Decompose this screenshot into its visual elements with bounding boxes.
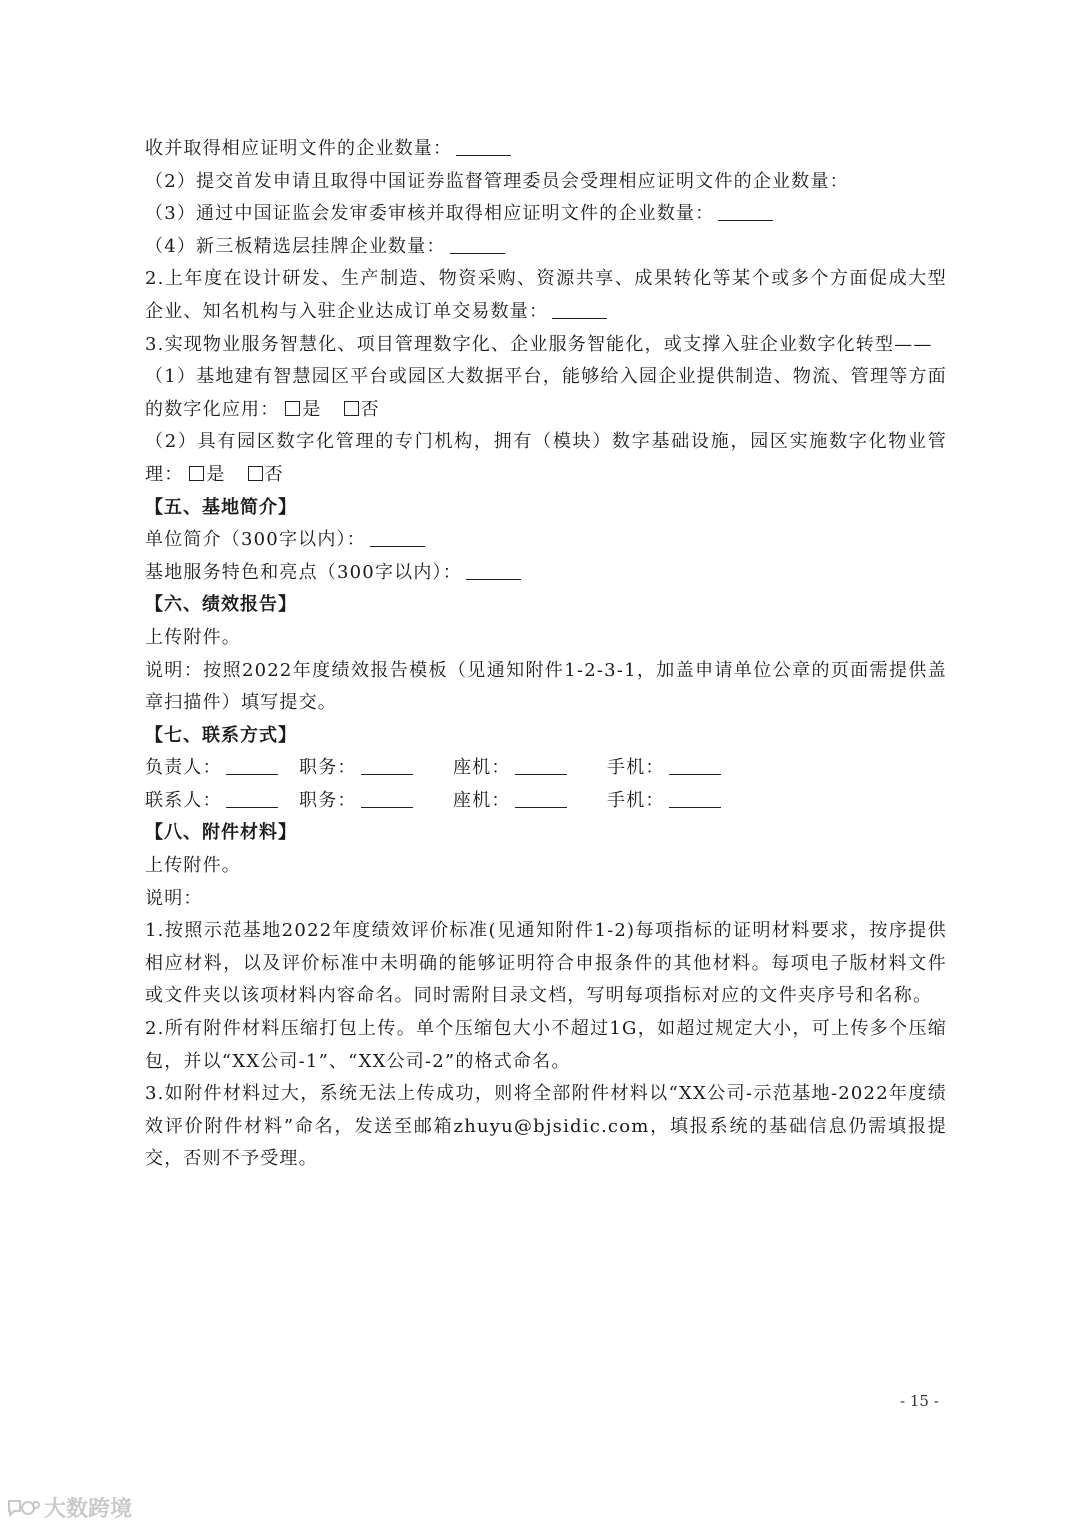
fill-blank (361, 756, 413, 775)
text: 2.上年度在设计研发、生产制造、物资采购、资源共享、成果转化等某个或多个方面促成大型企业、知名机构与入驻企业达成订单交易数量： (145, 268, 947, 322)
text: 基地服务特色和亮点（300字以内）： (145, 561, 462, 583)
watermark (6, 1492, 132, 1523)
text-line (145, 133, 947, 166)
yes-label: 是 (302, 398, 322, 420)
fill-blank (669, 756, 721, 775)
checkbox-icon (248, 466, 263, 481)
contact-row (145, 752, 947, 785)
yes-label: 是 (206, 463, 226, 485)
paragraph (145, 329, 947, 362)
contact-cell (607, 785, 761, 818)
fill-blank (370, 528, 425, 547)
label: 负责人： (145, 757, 222, 779)
fill-blank (552, 300, 607, 319)
text: 收并取得相应证明文件的企业数量： (145, 138, 453, 159)
text-line (145, 231, 947, 264)
text: （2）提交首发申请且取得中国证券监督管理委员会受理相应证明文件的企业数量： (145, 170, 849, 192)
section-heading: 【六、绩效报告】 (145, 594, 297, 616)
document-body (145, 133, 947, 1176)
checkbox-icon (344, 401, 359, 416)
text-line (145, 524, 947, 557)
paragraph: 说明：按照2022年度绩效报告模板（见通知附件1-2-3-1，加盖申请单位公章的页面需提供盖章扫描件）填写提交。 (145, 659, 947, 714)
fill-blank (226, 789, 278, 808)
text: （2）具有园区数字化管理的专门机构，拥有（模块）数字基础设施，园区实施数字化物业管理： (145, 431, 947, 485)
text: （3）通过中国证监会发审委审核并取得相应证明文件的企业数量： (145, 203, 715, 225)
paragraph: 2.所有附件材料压缩打包上传。单个压缩包大小不超过1G，如超过规定大小，可上传多个压缩包，并以“XX公司-1”、“XX公司-2”的格式命名。 (145, 1018, 947, 1072)
no-label: 否 (360, 398, 380, 420)
fill-blank (361, 789, 413, 808)
contact-cell (299, 752, 453, 785)
checkbox-icon (285, 401, 300, 416)
label: 座机： (453, 789, 511, 811)
checkbox-icon (189, 466, 204, 481)
contact-cell (299, 785, 453, 818)
contact-cell (145, 752, 299, 785)
fill-blank (450, 235, 505, 254)
contact-cell (607, 752, 761, 785)
text-line: 上传附件。 (145, 855, 241, 877)
text-line (145, 557, 947, 590)
fill-blank (515, 756, 567, 775)
section-heading: 【七、联系方式】 (145, 724, 297, 746)
label: 手机： (607, 789, 665, 811)
paragraph (145, 361, 947, 426)
fill-blank (515, 789, 567, 808)
text: （1）基地建有智慧园区平台或园区大数据平台，能够给入园企业提供制造、物流、管理等方面的数字化应用： (145, 366, 947, 420)
fill-blank (226, 756, 278, 775)
paragraph (145, 426, 947, 491)
contact-cell (453, 752, 607, 785)
label: 手机： (607, 757, 665, 779)
text-line (145, 198, 947, 231)
fill-blank (718, 202, 773, 221)
contact-cell (453, 785, 607, 818)
label: 座机： (453, 757, 511, 779)
section-heading: 【五、基地简介】 (145, 496, 297, 518)
fill-blank (456, 137, 511, 156)
section-heading: 【八、附件材料】 (145, 822, 297, 844)
watermark-logo-icon (6, 1497, 40, 1519)
paragraph: 1.按照示范基地2022年度绩效评价标准(见通知附件1-2)每项指标的证明材料要求，按序提供相应材料，以及评价标准中未明确的能够证明符合申报条件的其他材料。每项电子版材料文件或文件夹以该项材料内容命名。同时需附目录文档，写明每项指标对应的文件夹序号和名称。 (145, 920, 947, 1007)
page-number: - 15 - (900, 1392, 939, 1410)
contact-row (145, 785, 947, 818)
text: 单位简介（300字以内）： (145, 529, 366, 551)
paragraph (145, 263, 947, 328)
label: 职务： (299, 757, 357, 779)
label: 联系人： (145, 789, 222, 811)
text: 3.实现物业服务智慧化、项目管理数字化、企业服务智能化，或支撑入驻企业数字化转型—— (145, 333, 933, 355)
fill-blank (669, 789, 721, 808)
text-line (145, 166, 947, 199)
watermark-text: 大数跨境 (44, 1497, 133, 1522)
fill-blank (466, 561, 521, 580)
paragraph: 3.如附件材料过大，系统无法上传成功，则将全部附件材料以“XX公司-示范基地-2022年度绩效评价附件材料”命名，发送至邮箱zhuyu@bjsidic.com，填报系统的基础信息仍需填报提交，否则不予受理。 (145, 1083, 947, 1170)
no-label: 否 (264, 463, 284, 485)
text-line: 上传附件。 (145, 626, 241, 648)
text-line: 说明： (145, 887, 203, 909)
text: （4）新三板精选层挂牌企业数量： (145, 235, 446, 257)
contact-cell (145, 785, 299, 818)
label: 职务： (299, 789, 357, 811)
